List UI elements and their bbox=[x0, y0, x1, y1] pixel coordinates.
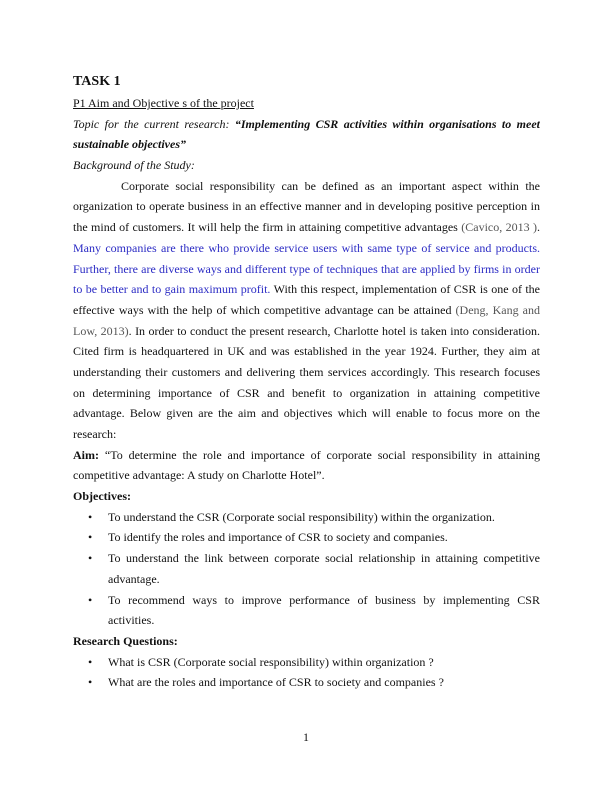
objective-text: To identify the roles and importance of CSR to society and companies. bbox=[108, 530, 448, 545]
text: the mind of customers. It will help the firm in attaining competitive advantages bbox=[73, 220, 462, 235]
paragraph-line: Cited firm is headquartered in UK and was established in the year 1924. Further, they aim at bbox=[73, 344, 540, 359]
aim-label: Aim: bbox=[73, 447, 99, 462]
highlighted-text: to be better and to gain maximum profit. bbox=[73, 282, 271, 297]
paragraph-line bbox=[73, 279, 540, 300]
citation: (Cavico, 2013 ) bbox=[461, 220, 538, 235]
bullet-icon: • bbox=[88, 509, 93, 524]
paragraph-line: understanding their customers and delivering them services accordingly. This research focuses bbox=[73, 364, 540, 379]
paragraph-line: Further, there are diverse ways and different type of techniques that are applied by firms in order bbox=[73, 261, 540, 276]
task-title: TASK 1 bbox=[73, 74, 121, 89]
topic-line bbox=[73, 114, 540, 135]
background-heading: Background of the Study: bbox=[73, 158, 195, 173]
objective-item bbox=[73, 590, 540, 611]
text: effective ways with the help of which competitive advantage can be attained bbox=[73, 302, 456, 317]
paragraph-line bbox=[73, 300, 540, 321]
paragraph-line: advantage. Below given are the aim and objectives which will enable to focus more on the bbox=[73, 406, 540, 421]
paragraph-line bbox=[73, 217, 540, 238]
section-heading: P1 Aim and Objective s of the project bbox=[73, 96, 254, 110]
text: With this respect, implementation of CSR is one of the bbox=[270, 282, 540, 297]
question-text: What are the roles and importance of CSR to society and companies ? bbox=[108, 675, 444, 690]
objective-text: To recommend ways to improve performance of business by implementing CSR bbox=[108, 592, 540, 607]
topic-title-cont: sustainable objectives” bbox=[73, 137, 186, 152]
bullet-icon: • bbox=[88, 530, 93, 545]
objective-text-cont: advantage. bbox=[108, 571, 160, 586]
text: . bbox=[537, 220, 540, 235]
paragraph-line: organization to operate business in an effective manner and in developing positive perception in bbox=[73, 199, 540, 214]
citation: Low, 2013) bbox=[73, 323, 129, 338]
bullet-icon: • bbox=[88, 551, 93, 566]
bullet-icon: • bbox=[88, 592, 93, 607]
objective-text-cont: activities. bbox=[108, 613, 155, 628]
objective-text: To understand the CSR (Corporate social responsibility) within the organization. bbox=[108, 509, 495, 524]
objective-item bbox=[73, 548, 540, 569]
bullet-icon: • bbox=[88, 675, 93, 690]
objective-item bbox=[73, 507, 540, 528]
topic-title: “Implementing CSR activities within organisations to meet bbox=[234, 116, 540, 131]
aim-text-cont: competitive advantage: A study on Charlotte Hotel”. bbox=[73, 468, 325, 483]
aim-text: “To determine the role and importance of corporate social responsibility in attaining bbox=[99, 447, 540, 462]
bullet-icon: • bbox=[88, 654, 93, 669]
paragraph-line bbox=[73, 321, 540, 342]
citation: (Deng, Kang and bbox=[455, 302, 540, 317]
aim-line bbox=[73, 445, 540, 466]
page-number: 1 bbox=[303, 730, 309, 744]
research-question-item bbox=[73, 672, 540, 693]
paragraph-line: Corporate social responsibility can be defined as an important aspect within the bbox=[121, 178, 540, 193]
background-paragraph bbox=[73, 176, 540, 445]
paragraph-line: research: bbox=[73, 427, 117, 441]
paragraph-line: on determining importance of CSR and benefit to organization in attaining competitive bbox=[73, 385, 540, 400]
question-text: What is CSR (Corporate social responsibility) within organization ? bbox=[108, 654, 434, 669]
paragraph-line: Many companies are there who provide service users with same type of service and products. bbox=[73, 240, 540, 255]
research-questions-heading: Research Questions: bbox=[73, 633, 178, 648]
objective-item bbox=[73, 527, 540, 548]
text: . In order to conduct the present research, Charlotte hotel is taken into consideration. bbox=[128, 323, 540, 338]
document-page bbox=[73, 70, 540, 693]
objective-text: To understand the link between corporate social relationship in attaining competitive bbox=[108, 551, 540, 566]
research-question-item bbox=[73, 652, 540, 673]
topic-label: Topic for the current research: bbox=[73, 116, 235, 131]
objectives-heading: Objectives: bbox=[73, 489, 131, 504]
